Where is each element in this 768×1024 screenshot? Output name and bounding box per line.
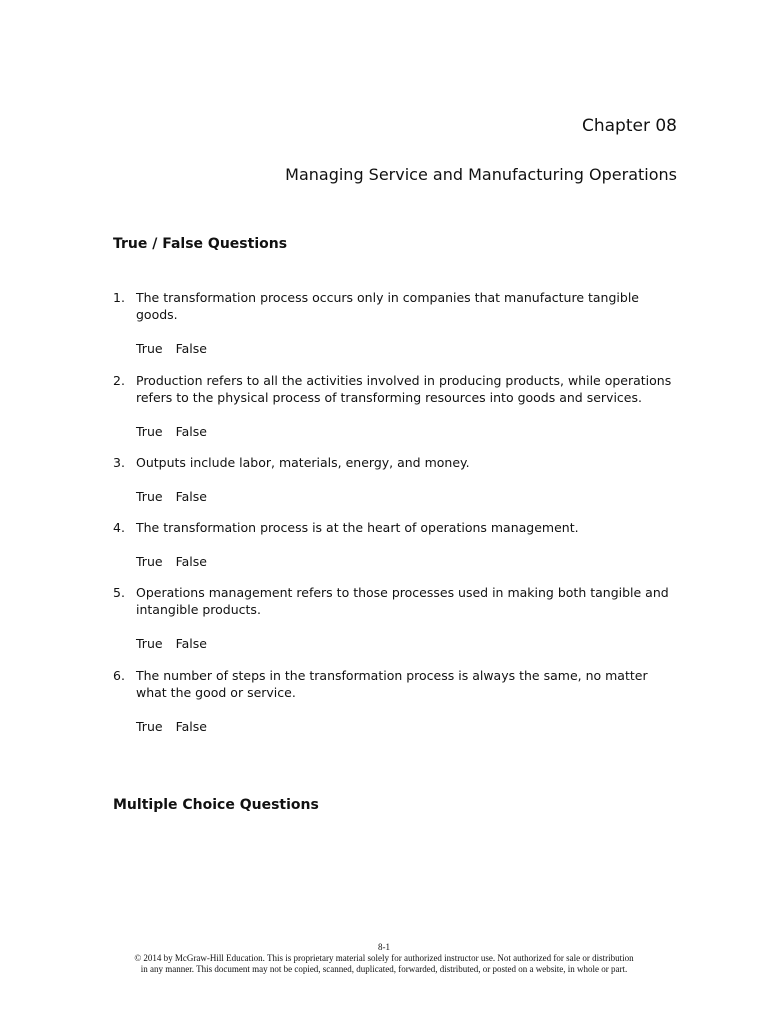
answer-false[interactable]: False	[175, 719, 207, 734]
answer-options	[136, 718, 678, 735]
answer-options	[136, 340, 678, 357]
question-text: Operations management refers to those processes used in making both tangible and intangible products.	[136, 585, 669, 617]
question-number: 3.	[113, 455, 125, 470]
page-number: 8-1	[378, 942, 390, 952]
question-text: The transformation process is at the heart of operations management.	[136, 520, 579, 535]
answer-true[interactable]: True	[136, 424, 163, 439]
question-item	[113, 667, 678, 735]
answer-true[interactable]: True	[136, 554, 163, 569]
answer-true[interactable]: True	[136, 341, 163, 356]
answer-true[interactable]: True	[136, 719, 163, 734]
question-text: The transformation process occurs only in companies that manufacture tangible goods.	[136, 290, 639, 322]
answer-false[interactable]: False	[175, 489, 207, 504]
true-false-heading: True / False Questions	[113, 236, 288, 252]
answer-options	[136, 423, 678, 440]
question-item	[113, 289, 678, 357]
answer-options	[136, 635, 678, 652]
answer-true[interactable]: True	[136, 636, 163, 651]
question-number: 6.	[113, 668, 125, 683]
multiple-choice-heading: Multiple Choice Questions	[113, 797, 319, 813]
question-number: 1.	[113, 290, 125, 305]
question-item	[113, 454, 678, 505]
copyright-line: in any manner. This document may not be copied, scanned, duplicated, forwarded, distributed, or posted on a website, in whole or part.	[140, 964, 628, 974]
answer-false[interactable]: False	[175, 341, 207, 356]
answer-false[interactable]: False	[175, 424, 207, 439]
question-number: 4.	[113, 520, 125, 535]
page-footer	[0, 942, 768, 975]
answer-true[interactable]: True	[136, 489, 163, 504]
answer-false[interactable]: False	[175, 636, 207, 651]
question-number: 2.	[113, 373, 125, 388]
question-text: The number of steps in the transformation process is always the same, no matter what the good or service.	[136, 668, 648, 700]
chapter-label: Chapter 08	[581, 116, 677, 136]
answer-options	[136, 488, 678, 505]
question-item	[113, 584, 678, 652]
question-text: Production refers to all the activities involved in producing products, while operations refers to the physical process of transforming resources into goods and services.	[136, 373, 672, 405]
chapter-title: Managing Service and Manufacturing Operations	[285, 165, 677, 184]
answer-false[interactable]: False	[175, 554, 207, 569]
copyright-line: © 2014 by McGraw-Hill Education. This is proprietary material solely for authorized instructor use. Not authorized for sale or distribution	[134, 953, 634, 963]
question-number: 5.	[113, 585, 125, 600]
question-item	[113, 372, 678, 440]
question-item	[113, 519, 678, 570]
answer-options	[136, 553, 678, 570]
question-text: Outputs include labor, materials, energy, and money.	[136, 455, 470, 470]
